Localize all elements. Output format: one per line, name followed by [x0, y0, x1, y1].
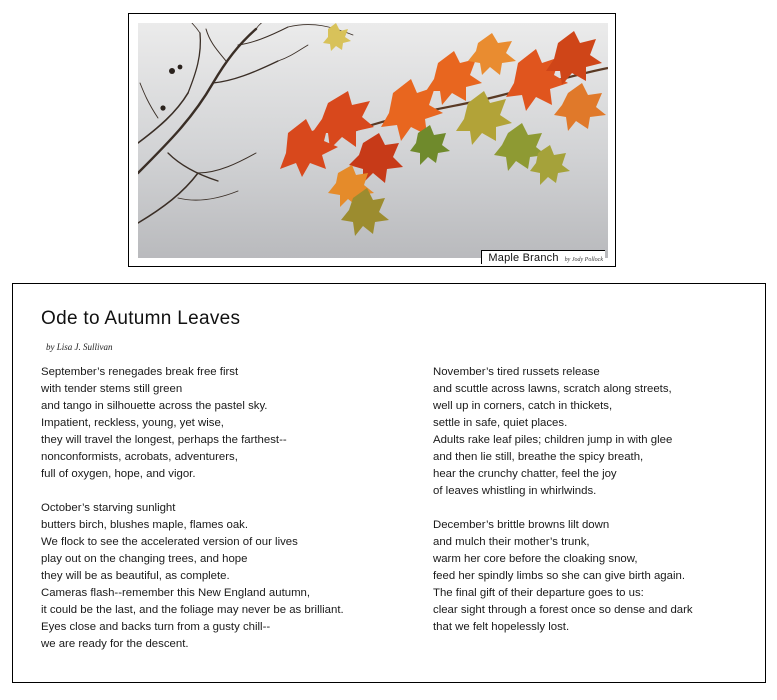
poem-column-right — [433, 364, 753, 653]
poem-line: clear sight through a forest once so dense and dark — [433, 604, 693, 616]
stanza-october — [41, 500, 401, 653]
poem-title: Ode to Autumn Leaves — [41, 308, 241, 329]
photo-card — [128, 13, 616, 267]
poem-line: warm her core before the cloaking snow, — [433, 553, 638, 565]
caption-credit: by Jody Pollock — [564, 257, 603, 263]
poem-line: and scuttle across lawns, scratch along streets, — [433, 383, 672, 395]
stanza-december — [433, 517, 753, 636]
poem-line: settle in safe, quiet places. — [433, 417, 568, 429]
poem-line: they will be as beautiful, as complete. — [41, 570, 230, 582]
stanza-september — [41, 364, 401, 483]
caption-title: Maple Branch — [488, 252, 559, 264]
maple-branch-photo — [138, 23, 608, 258]
poem-line: Eyes close and backs turn from a gusty chill-- — [41, 621, 271, 633]
photo-caption — [481, 250, 605, 264]
poem-author: by Lisa J. Sullivan — [46, 342, 113, 352]
poem-column-left — [41, 364, 401, 670]
poem-line: of leaves whistling in whirlwinds. — [433, 485, 597, 497]
stanza-november — [433, 364, 753, 500]
poem-line: Cameras flash--remember this New England autumn, — [41, 587, 311, 599]
poem-line: September’s renegades break free first — [41, 366, 239, 378]
poem-line: with tender stems still green — [41, 383, 183, 395]
poem-line: butters birch, blushes maple, flames oak. — [41, 519, 249, 531]
poem-card — [12, 283, 766, 683]
poem-line: it could be the last, and the foliage may never be as brilliant. — [41, 604, 344, 616]
poem-line: The final gift of their departure goes to us: — [433, 587, 644, 599]
poem-line: Adults rake leaf piles; children jump in with glee — [433, 434, 673, 446]
poem-line: October’s starving sunlight — [41, 502, 176, 514]
poem-line: We flock to see the accelerated version of our lives — [41, 536, 298, 548]
maple-branch-illustration — [138, 23, 608, 258]
poem-line: hear the crunchy chatter, feel the joy — [433, 468, 617, 480]
poem-line: well up in corners, catch in thickets, — [433, 400, 613, 412]
poem-line: and mulch their mother’s trunk, — [433, 536, 590, 548]
poem-line: play out on the changing trees, and hope — [41, 553, 248, 565]
poem-line: we are ready for the descent. — [41, 638, 189, 650]
poem-line: Impatient, reckless, young, yet wise, — [41, 417, 224, 429]
poem-line: they will travel the longest, perhaps the farthest-- — [41, 434, 287, 446]
poem-line: December’s brittle browns lilt down — [433, 519, 610, 531]
poem-line: and tango in silhouette across the pastel sky. — [41, 400, 268, 412]
poem-line: nonconformists, acrobats, adventurers, — [41, 451, 238, 463]
poem-line: that we felt hopelessly lost. — [433, 621, 570, 633]
poem-line: feed her spindly limbs so she can give birth again. — [433, 570, 686, 582]
poem-line: November’s tired russets release — [433, 366, 600, 378]
poem-line: and then lie still, breathe the spicy breath, — [433, 451, 644, 463]
poem-line: full of oxygen, hope, and vigor. — [41, 468, 196, 480]
